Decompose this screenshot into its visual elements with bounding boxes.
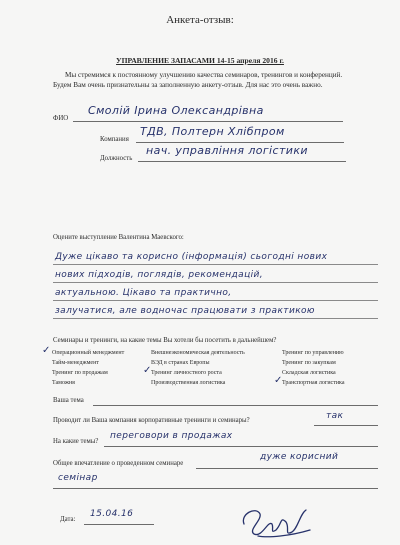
answer-rule: [53, 300, 378, 301]
answer-rule: [53, 318, 378, 319]
answer-rule: [53, 264, 378, 265]
topic-option[interactable]: Таможня: [52, 380, 75, 386]
signature: [238, 500, 314, 542]
overall-answer-cont[interactable]: семінар: [58, 473, 98, 483]
corporate-question: Проводит ли Ваша компания корпоративные тренинги и семинары?: [53, 417, 250, 424]
your-topic-label: Ваша тема: [53, 397, 84, 404]
topic-option[interactable]: Внешнеэкономическая деятельность: [151, 350, 245, 356]
fio-label: ФИО: [53, 115, 69, 122]
checkmark-icon: ✓: [42, 345, 51, 356]
topics-answer[interactable]: переговори в продажах: [110, 431, 233, 441]
topic-option[interactable]: Тренинг по управлению: [282, 350, 344, 356]
fio-line: [73, 121, 343, 122]
topic-option[interactable]: Складская логистика: [282, 370, 336, 376]
company-label: Компания: [100, 136, 129, 143]
evaluation-answer-line[interactable]: нових підходів, поглядів, рекомендацій,: [55, 270, 264, 280]
overall-answer[interactable]: дуже корисний: [260, 452, 339, 462]
company-value[interactable]: ТДВ, Полтерн Хлібпром: [140, 125, 285, 138]
overall-label: Общее впечатление о проведенном семинаре: [53, 460, 184, 467]
evaluation-answer-line[interactable]: Дуже цікаво та корисно (інформація) сьогодні нових: [55, 252, 328, 262]
checkmark-icon: ✓: [274, 375, 283, 386]
date-value[interactable]: 15.04.16: [90, 509, 134, 519]
company-line: [136, 142, 344, 143]
topic-option[interactable]: Производственная логистика: [151, 380, 226, 386]
position-line: [138, 161, 346, 162]
answer-rule: [53, 282, 378, 283]
your-topic-line[interactable]: [93, 405, 378, 406]
intro-text: Мы стремимся к постоянному улучшению качества семинаров, тренингов и конференций. Будем Вам очень признательны за заполненную анкету-отзыв. Для нас это очень важно.: [53, 71, 343, 89]
form-subtitle: УПРАВЛЕНИЕ ЗАПАСАМИ 14-15 апреля 2016 г.: [116, 56, 284, 65]
overall-line-2: [53, 488, 378, 489]
evaluation-answer-line[interactable]: актуальною. Цікаво та практично,: [55, 288, 232, 298]
date-line: [84, 524, 154, 525]
form-title: Анкета-отзыв:: [166, 14, 234, 26]
overall-line: [196, 468, 378, 469]
topics-line: [104, 446, 378, 447]
topic-option[interactable]: ВЭД в странах Европы: [151, 360, 210, 366]
date-label: Дата:: [60, 516, 76, 523]
checkmark-icon: ✓: [143, 365, 152, 376]
topic-option[interactable]: Тайм-менеджмент: [52, 360, 99, 366]
topic-option[interactable]: Операционный менеджмент: [52, 350, 125, 356]
topic-option[interactable]: Тренинг по продажам: [52, 370, 108, 376]
fio-value[interactable]: Смолій Ірина Олександрівна: [88, 104, 264, 117]
position-label: Должность: [100, 155, 133, 162]
topic-option[interactable]: Тренинг личностного роста: [151, 370, 222, 376]
topics-question: Семинары и тренинги, на какие темы Вы хотели бы посетить в дальнейшем?: [53, 337, 277, 344]
topic-option[interactable]: Транспортная логистика: [282, 380, 345, 386]
topic-option[interactable]: Тренинг по закупкам: [282, 360, 336, 366]
evaluation-answer-line[interactable]: залучатися, але водночас працювати з практикою: [55, 306, 315, 316]
corporate-line: [314, 425, 378, 426]
corporate-answer[interactable]: так: [326, 411, 344, 421]
topics-label: На какие темы?: [53, 438, 99, 445]
position-value[interactable]: нач. управління логістики: [146, 144, 308, 157]
evaluation-question: Оцените выступление Валентина Маевского:: [53, 234, 184, 241]
